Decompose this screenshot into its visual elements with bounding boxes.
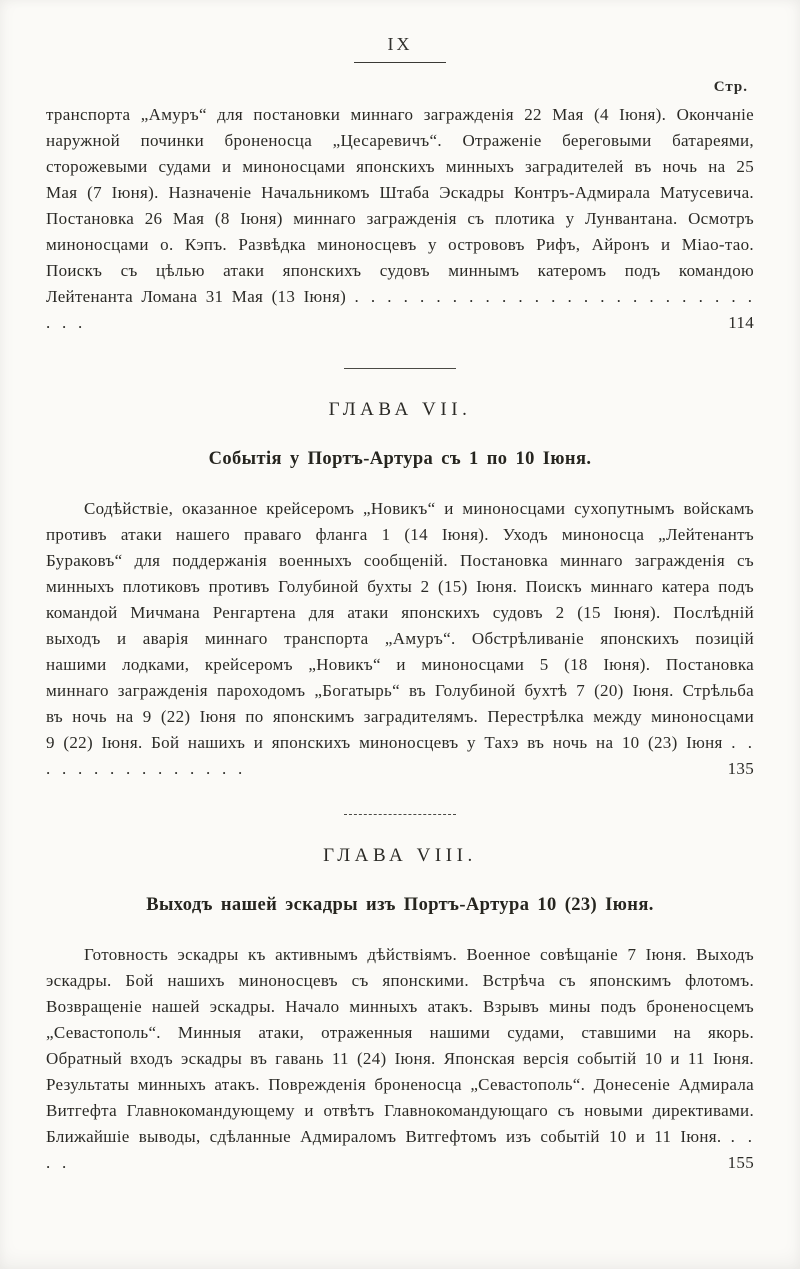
section-divider — [344, 814, 456, 815]
page-column-label: Стр. — [713, 79, 748, 95]
folio-page-number: IX — [387, 34, 413, 54]
folio — [46, 34, 754, 63]
dot-leader: . . . . — [46, 1127, 754, 1172]
folio-rule — [354, 62, 446, 63]
entry-page-ref: 155 — [682, 1150, 754, 1176]
toc-entry-chapter-7 — [46, 496, 754, 782]
entry-text: Готовность эскадры къ активнымъ дѣйствіямъ. Военное совѣщаніе 7 Іюня. Выходъ эскадры. Бой нашихъ миноносцевъ съ японскими. Встрѣча съ японскимъ флотомъ. Возвращеніе нашей эскадры. Начало минныхъ атакъ. Взрывъ мины подъ броненосцемъ „Севастополь“. Минныя атаки, отраженныя нашими судами, ставшими на якорь. Обратный входъ эскадры въ гавань 11 (24) Іюня. Японская версія событій 10 и 11 Іюня. Результаты минныхъ атакъ. Поврежденія броненосца „Севастополь“. Донесеніе Адмирала Витгефта Главнокомандующему и отвѣтъ Главнокомандующаго съ новыми директивами. Ближайшіе выводы, сдѣланные Адмираломъ Витгефтомъ изъ событій 10 и 11 Іюня. — [46, 945, 754, 1146]
chapter-7-title: Событія у Портъ-Артура съ 1 по 10 Іюня. — [208, 449, 592, 469]
dot-leader: . . . . . . . . . . . . . . . . . . . . . . . . . . . . — [46, 287, 754, 332]
entry-text: транспорта „Амуръ“ для постановки миннаго загражденія 22 Мая (4 Іюня). Окончаніе наружной починки броненосца „Цесаревичъ“. Отраженіе береговыми батареями, сторожевыми судами и миноносцами японскихъ минныхъ заградителей въ ночь на 25 Мая (7 Іюня). Назначеніе Начальникомъ Штаба Эскадры Контръ-Адмирала Матусевича. Постановка 26 Мая (8 Іюня) миннаго загражденія съ плотика у Лунвантана. Осмотръ миноносцами о. Кэпъ. Развѣдка миноносцевъ у острововъ Рифъ, Айронъ и Міао-тао. Поискъ съ цѣлью атаки японскихъ судовъ миннымъ катеромъ подъ командою Лейтенанта Ломана 31 Мая (13 Іюня) — [46, 105, 754, 306]
toc-entry-continued — [46, 102, 754, 336]
chapter-8-heading: ГЛАВА VIII. — [323, 845, 477, 866]
entry-page-ref: 135 — [682, 756, 754, 782]
toc-entry-chapter-8 — [46, 942, 754, 1176]
chapter-7-heading: ГЛАВА VII. — [328, 399, 472, 420]
section-divider — [344, 368, 456, 369]
chapter-8-title: Выходъ нашей эскадры изъ Портъ-Артура 10 (23) Іюня. — [146, 895, 654, 915]
entry-text: Содѣйствіе, оказанное крейсеромъ „Новикъ“ и миноносцами сухопутнымъ войскамъ противъ атаки нашего праваго фланга 1 (14 Іюня). Уходъ миноносца „Лейтенантъ Бураковъ“ для поддержанія военныхъ сообщеній. Постановка миннаго загражденія съ минныхъ плотиковъ противъ Голубиной бухты 2 (15) Іюня. Поискъ миннаго катера подъ командой Мичмана Ренгартена для атаки японскихъ судовъ 2 (15 Іюня). Послѣдній выходъ и аварія миннаго транспорта „Амуръ“. Обстрѣливаніе японскихъ позицій нашими лодками, крейсеромъ „Новикъ“ и миноносцами 5 (18 Іюня). Постановка миннаго загражденія пароходомъ „Богатырь“ въ Голубиной бухтѣ 7 (20) Іюня. Стрѣльба въ ночь на 9 (22) Іюня по японскимъ заградителямъ. Перестрѣлка между миноносцами 9 (22) Іюня. Бой нашихъ и японскихъ миноносцевъ у Тахэ въ ночь на 10 (23) Іюня — [46, 499, 754, 752]
entry-page-ref: 114 — [720, 310, 754, 336]
dot-leader: . . . . . . . . . . . . . . . — [46, 733, 754, 778]
